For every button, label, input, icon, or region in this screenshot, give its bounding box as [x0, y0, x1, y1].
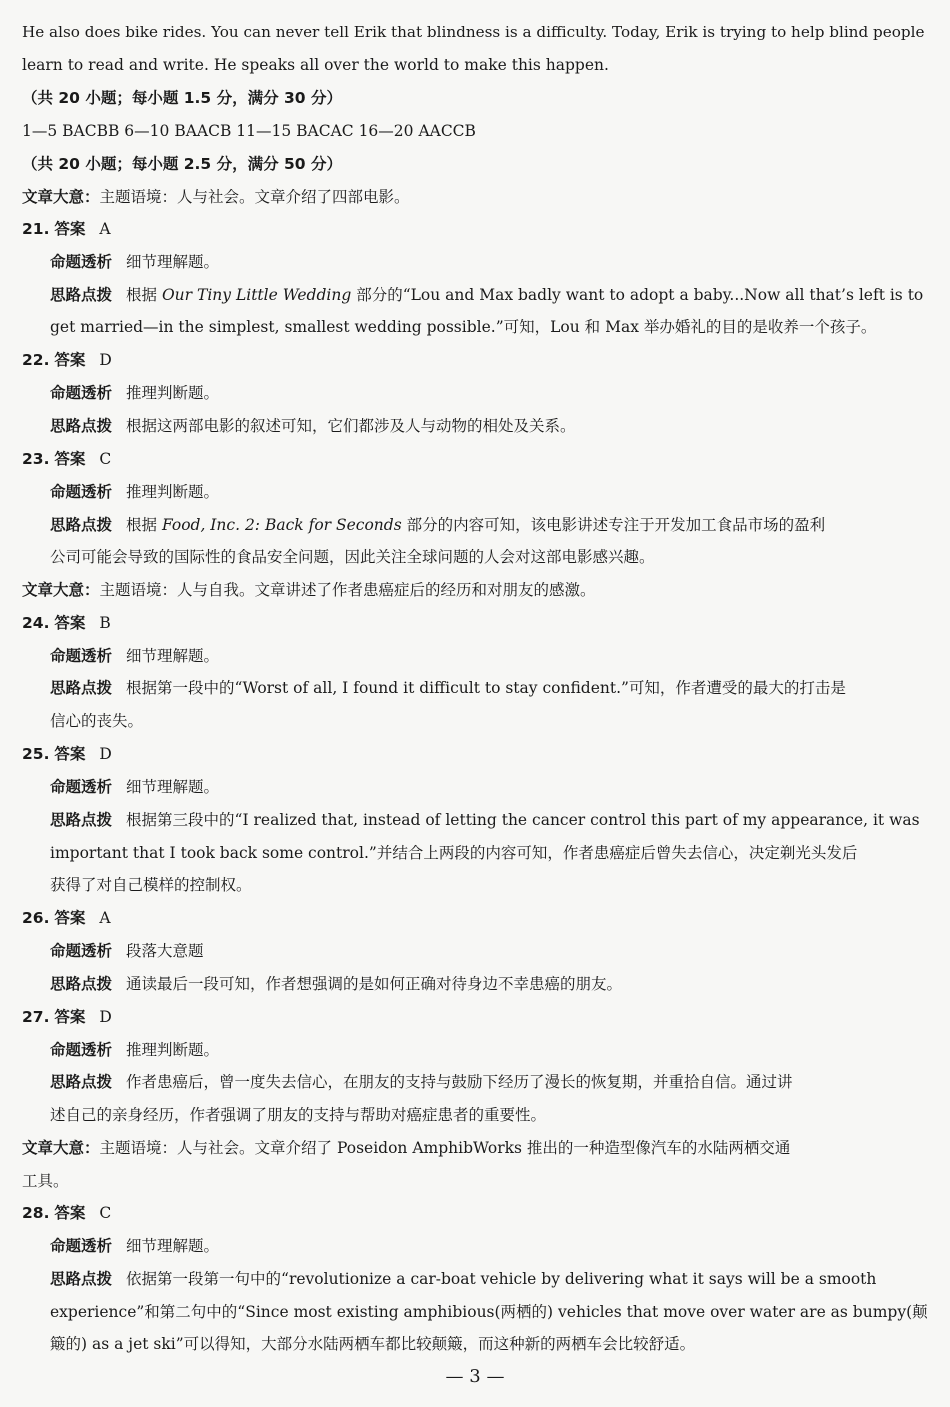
question-type — [50, 1235, 930, 1257]
question-23 — [22, 448, 930, 470]
summary — [22, 1137, 930, 1159]
question-number: 24. — [22, 614, 50, 632]
hint — [50, 1268, 930, 1290]
movie-title: Food, Inc. 2: Back for Seconds — [161, 516, 402, 534]
summary — [22, 186, 930, 208]
hint — [50, 677, 930, 699]
question-26 — [22, 907, 930, 929]
question-24 — [22, 612, 930, 634]
answer-label: 答案 — [54, 1204, 86, 1222]
hint-text: 根据 — [126, 516, 162, 534]
summary-label: 文章大意： — [22, 581, 100, 599]
hint — [50, 415, 930, 437]
hint-continued: get married—in the simplest, smallest wedding possible.”可知，Lou 和 Max 举办婚礼的目的是收养一个孩子。 — [50, 318, 877, 336]
section-header: （共 20 小题；每小题 2.5 分，满分 50 分） — [22, 155, 342, 173]
hint-continued: experience”和第二句中的“Since most existing amphibious(两栖的) vehicles that move over water are as bumpy(颠 — [50, 1303, 928, 1321]
summary-label: 文章大意： — [22, 1139, 100, 1157]
answer-label: 答案 — [54, 351, 86, 369]
question-type — [50, 251, 930, 273]
question-number: 27. — [22, 1008, 50, 1026]
answer-value: A — [99, 220, 111, 238]
type-label: 命题透析 — [50, 253, 113, 271]
summary-label: 文章大意： — [22, 188, 100, 206]
question-27 — [22, 1006, 930, 1028]
summary — [22, 579, 930, 601]
hint-label: 思路点拨 — [50, 679, 113, 697]
hint-continued: 获得了对自己模样的控制权。 — [50, 876, 252, 894]
question-28 — [22, 1202, 930, 1224]
hint — [50, 1071, 930, 1093]
hint — [50, 514, 930, 536]
hint-label: 思路点拨 — [50, 516, 113, 534]
question-type — [50, 382, 930, 404]
question-type — [50, 1039, 930, 1061]
type-value: 细节理解题。 — [126, 778, 220, 796]
hint-text: 根据第一段中的“Worst of all, I found it difficult to stay confident.”可知，作者遭受的最大的打击是 — [126, 679, 846, 697]
question-number: 22. — [22, 351, 50, 369]
type-value: 推理判断题。 — [126, 483, 220, 501]
type-label: 命题透析 — [50, 942, 113, 960]
hint-label: 思路点拨 — [50, 417, 113, 435]
answer-label: 答案 — [54, 450, 86, 468]
answer-label: 答案 — [54, 614, 86, 632]
hint-label: 思路点拨 — [50, 1270, 113, 1288]
hint-text: 通读最后一段可知，作者想强调的是如何正确对待身边不幸患癌的朋友。 — [126, 975, 623, 993]
answer-label: 答案 — [54, 1008, 86, 1026]
hint-continued: 述自己的亲身经历，作者强调了朋友的支持与帮助对癌症患者的重要性。 — [50, 1106, 547, 1124]
answer-key: 1—5 BACBB 6—10 BAACB 11—15 BACAC 16—20 AACCB — [22, 122, 476, 140]
question-type — [50, 645, 930, 667]
type-value: 细节理解题。 — [126, 253, 220, 271]
question-number: 28. — [22, 1204, 50, 1222]
answer-value: D — [99, 1008, 112, 1026]
answer-value: B — [99, 614, 111, 632]
type-label: 命题透析 — [50, 647, 113, 665]
question-number: 23. — [22, 450, 50, 468]
hint-continued: important that I took back some control.”并结合上两段的内容可知，作者患癌症后曾失去信心，决定剃光头发后 — [50, 844, 858, 862]
hint-text: 部分的内容可知，该电影讲述专注于开发加工食品市场的盈利 — [401, 516, 826, 534]
type-label: 命题透析 — [50, 384, 113, 402]
hint-text: 根据 — [126, 286, 162, 304]
question-21 — [22, 218, 930, 240]
question-number: 21. — [22, 220, 50, 238]
answer-value: C — [99, 1204, 112, 1222]
hint-continued: 公司可能会导致的国际性的食品安全问题，因此关注全球问题的人会对这部电影感兴趣。 — [50, 548, 655, 566]
type-value: 细节理解题。 — [126, 1237, 220, 1255]
answer-value: A — [99, 909, 111, 927]
summary-text: 主题语境：人与社会。文章介绍了 Poseidon AmphibWorks 推出的一种造型像汽车的水陆两栖交通 — [99, 1139, 791, 1157]
section-header: （共 20 小题；每小题 1.5 分，满分 30 分） — [22, 89, 342, 107]
summary-text: 主题语境：人与社会。文章介绍了四部电影。 — [99, 188, 410, 206]
hint-label: 思路点拨 — [50, 1073, 113, 1091]
type-value: 段落大意题 — [126, 942, 204, 960]
answer-label: 答案 — [54, 220, 86, 238]
question-25 — [22, 743, 930, 765]
answer-value: D — [99, 351, 112, 369]
type-value: 推理判断题。 — [126, 384, 220, 402]
answer-label: 答案 — [54, 909, 86, 927]
hint-label: 思路点拨 — [50, 286, 113, 304]
type-label: 命题透析 — [50, 1041, 113, 1059]
type-label: 命题透析 — [50, 1237, 113, 1255]
hint-label: 思路点拨 — [50, 811, 113, 829]
answer-label: 答案 — [54, 745, 86, 763]
movie-title: Our Tiny Little Wedding — [161, 286, 352, 304]
hint-continued: 信心的丧失。 — [50, 712, 144, 730]
page-number: — 3 — — [445, 1366, 505, 1387]
hint-text: 根据这两部电影的叙述可知，它们都涉及人与动物的相处及关系。 — [126, 417, 576, 435]
question-type — [50, 776, 930, 798]
hint-text: 部分的“Lou and Max badly want to adopt a baby...Now all that’s left is to — [351, 286, 924, 304]
hint-text: 根据第三段中的“I realized that, instead of letting the cancer control this part of my appearance, it was — [126, 811, 920, 829]
type-label: 命题透析 — [50, 778, 113, 796]
hint — [50, 973, 930, 995]
text-line: learn to read and write. He speaks all over the world to make this happen. — [22, 56, 609, 74]
question-type — [50, 481, 930, 503]
question-number: 25. — [22, 745, 50, 763]
text-line: He also does bike rides. You can never tell Erik that blindness is a difficulty. Today, Erik is trying to help blind people — [22, 23, 925, 41]
question-type — [50, 940, 930, 962]
hint-label: 思路点拨 — [50, 975, 113, 993]
hint — [50, 284, 930, 306]
hint-text: 依据第一段第一句中的“revolutionize a car-boat vehicle by delivering what it says will be a smooth — [126, 1270, 877, 1288]
answer-value: D — [99, 745, 112, 763]
type-label: 命题透析 — [50, 483, 113, 501]
question-number: 26. — [22, 909, 50, 927]
question-22 — [22, 349, 930, 371]
type-value: 细节理解题。 — [126, 647, 220, 665]
type-value: 推理判断题。 — [126, 1041, 220, 1059]
summary-continued: 工具。 — [22, 1172, 69, 1190]
hint-continued: 簸的) as a jet ski”可以得知，大部分水陆两栖车都比较颠簸，而这种新的两栖车会比较舒适。 — [50, 1335, 696, 1353]
answer-value: C — [99, 450, 112, 468]
summary-text: 主题语境：人与自我。文章讲述了作者患癌症后的经历和对朋友的感激。 — [99, 581, 596, 599]
hint-text: 作者患癌后，曾一度失去信心，在朋友的支持与鼓励下经历了漫长的恢复期，并重拾自信。通过讲 — [126, 1073, 793, 1091]
hint — [50, 809, 930, 831]
